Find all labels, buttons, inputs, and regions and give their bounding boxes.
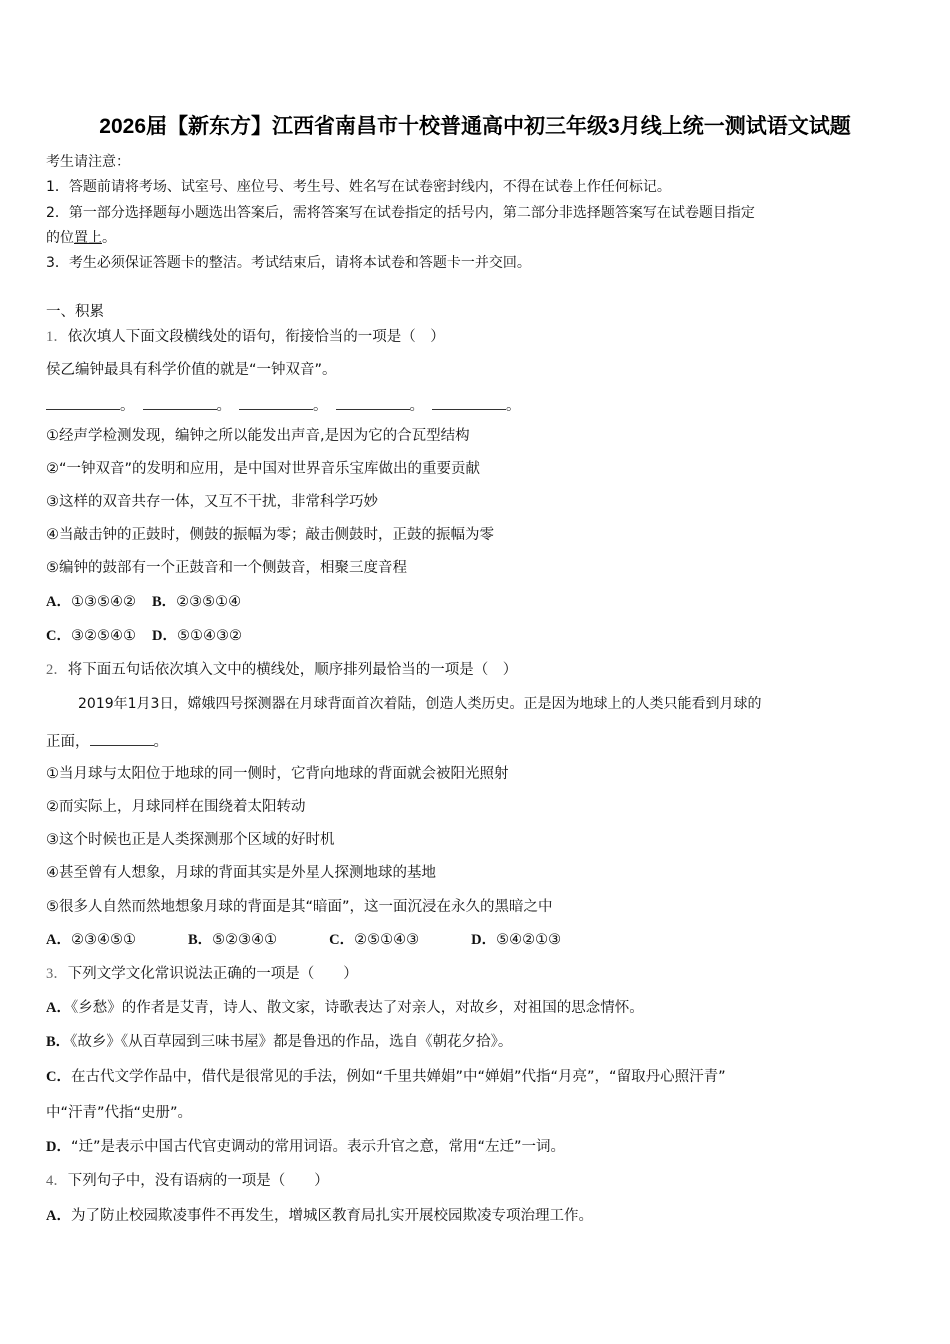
sentence-item: ③这样的双音共存一体，又互不干扰，非常科学巧妙 (46, 494, 378, 510)
notice-item-3: 3．考生必须保证答题卡的整洁。考试结束后，请将本试卷和答题卡一并交回。 (46, 255, 531, 271)
question-1-passage: 侯乙编钟最具有科学价值的就是“一钟双音”。 (46, 362, 337, 378)
notice-item-2-cont (46, 228, 116, 248)
question-text: 下列句子中，没有语病的一项是（ ） (67, 1173, 329, 1189)
option-a[interactable]: A．②③④⑤① (46, 932, 136, 948)
option-a[interactable]: A．《乡愁》的作者是艾青，诗人、散文家，诗歌表达了对亲人，对故乡，对祖国的思念情怀。 (46, 1000, 644, 1016)
sentence-item: ③这个时候也正是人类探测那个区域的好时机 (46, 832, 335, 848)
question-2-stem (46, 660, 517, 680)
question-2-passage: 2019年1月3日，嫦娥四号探测器在月球背面首次着陆，创造人类历史。正是因为地球上的人类只能看到月球的 (78, 696, 762, 712)
question-2-passage-cont: 正面， 。 (46, 731, 168, 752)
separator: 。 (409, 398, 424, 414)
fill-blank[interactable] (336, 395, 410, 410)
notice-text: 的位 (46, 230, 74, 246)
option-c[interactable]: C．在古代文学作品中，借代是很常见的手法，例如“千里共婵娟”中“婵娟”代指“月亮”，“留取丹心照汗青” (46, 1069, 726, 1085)
option-d[interactable]: D．⑤①④③② (151, 628, 242, 644)
fill-blank[interactable] (143, 395, 217, 410)
option-b[interactable]: B．《故乡》《从百草园到三味书屋》都是鲁迅的作品，选自《朝花夕拾》。 (46, 1034, 513, 1050)
option-a[interactable]: A．①③⑤④② (46, 594, 136, 610)
separator: 。 (216, 398, 231, 414)
sentence-item: ①当月球与太阳位于地球的同一侧时，它背向地球的背面就会被阳光照射 (46, 766, 509, 782)
question-4-stem (46, 1171, 329, 1191)
option-d[interactable]: D．⑤④②①③ (471, 932, 562, 948)
option-b[interactable]: B．②③⑤①④ (151, 594, 242, 610)
fill-blank[interactable] (432, 395, 506, 410)
sentence-item: ⑤编钟的鼓部有一个正鼓音和一个侧鼓音，相聚三度音程 (46, 560, 407, 576)
page-title: 2026届【新东方】江西省南昌市十校普通高中初三年级3月线上统一测试语文试题 (99, 115, 851, 138)
sentence-item: ⑤很多人自然而然地想象月球的背面是其“暗面”，这一面沉浸在永久的黑暗之中 (46, 899, 553, 915)
section-heading: 一、积累 (46, 304, 104, 320)
question-3-stem (46, 964, 358, 984)
question-number: 3． (46, 966, 68, 982)
notice-item-1: 1．答题前请将考场、试室号、座位号、考生号、姓名写在试卷密封线内，不得在试卷上作任何标记。 (46, 179, 671, 195)
separator: 。 (120, 398, 135, 414)
fill-blank[interactable] (46, 395, 120, 410)
option-b[interactable]: B．⑤②③④① (187, 932, 278, 948)
option-c[interactable]: C．③②⑤④① (46, 628, 136, 644)
question-text: 下列文学文化常识说法正确的一项是（ ） (67, 966, 358, 982)
question-1-stem (46, 327, 445, 347)
question-number: 4． (46, 1173, 68, 1189)
fill-blank[interactable] (239, 395, 313, 410)
question-2-options (46, 930, 561, 950)
question-text: 将下面五句话依次填入文中的横线处，顺序排列最恰当的一项是（ ） (67, 662, 518, 678)
option-a[interactable]: A．为了防止校园欺凌事件不再发生，增城区教育局扎实开展校园欺凌专项治理工作。 (46, 1208, 593, 1224)
option-c[interactable]: C．②⑤①④③ (329, 932, 420, 948)
sentence-item: ②而实际上，月球同样在围绕着太阳转动 (46, 799, 306, 815)
separator: 。 (506, 398, 521, 414)
question-1-blanks (46, 395, 521, 416)
question-number: 2． (46, 662, 68, 678)
fill-blank[interactable] (90, 731, 154, 746)
notice-underlined-text: 置上 (74, 230, 102, 246)
option-d[interactable]: D．“迁”是表示中国古代官吏调动的常用词语。表示升官之意，常用“左迁”一词。 (46, 1139, 566, 1155)
question-1-options-row-1 (46, 592, 241, 612)
separator: 。 (313, 398, 328, 414)
notice-item-2: 2．第一部分选择题每小题选出答案后，需将答案写在试卷指定的括号内，第二部分非选择题答案写在试卷题目指定 (46, 205, 755, 221)
sentence-item: ④甚至曾有人想象，月球的背面其实是外星人探测地球的基地 (46, 865, 436, 881)
notice-heading: 考生请注意： (46, 154, 130, 170)
option-c-cont: 中“汗青”代指“史册”。 (46, 1105, 193, 1121)
question-number: 1． (46, 329, 68, 345)
sentence-item: ②“一钟双音”的发明和应用，是中国对世界音乐宝库做出的重要贡献 (46, 461, 481, 477)
notice-text: 。 (102, 230, 116, 246)
sentence-item: ①经声学检测发现，编钟之所以能发出声音,是因为它的合瓦型结构 (46, 428, 470, 444)
question-1-options-row-2 (46, 626, 242, 646)
question-text: 依次填人下面文段横线处的语句，衔接恰当的一项是（ ） (67, 329, 445, 345)
sentence-item: ④当敲击钟的正鼓时，侧鼓的振幅为零；敲击侧鼓时，正鼓的振幅为零 (46, 527, 494, 543)
